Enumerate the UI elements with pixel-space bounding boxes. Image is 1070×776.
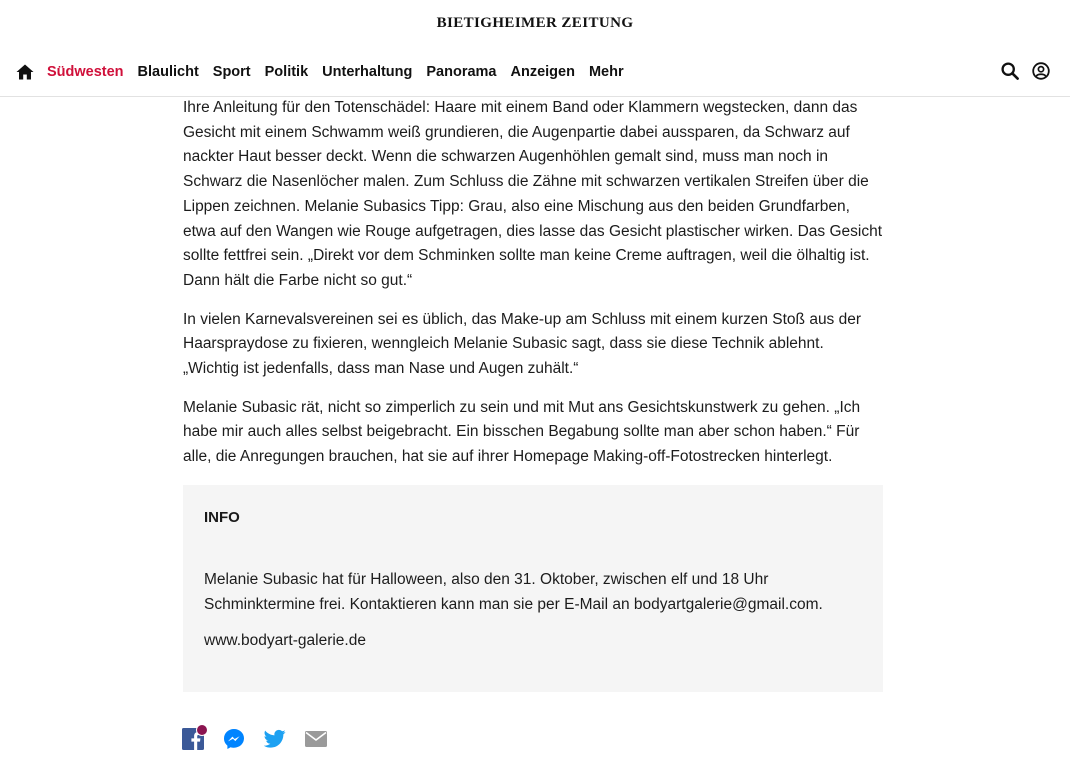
- share-bar: [181, 727, 345, 751]
- info-box: [183, 485, 883, 692]
- twitter-icon[interactable]: [263, 727, 287, 751]
- site-logo[interactable]: BIETIGHEIMER ZEITUNG: [436, 15, 634, 31]
- info-website-link[interactable]: www.bodyart-galerie.de: [204, 632, 366, 649]
- nav-item-anzeigen[interactable]: Anzeigen: [510, 64, 575, 80]
- home-icon[interactable]: [16, 63, 34, 81]
- nav-item-mehr[interactable]: Mehr: [588, 64, 624, 80]
- article-paragraph: Melanie Subasic rät, nicht so zimperlich zu sein und mit Mut ans Gesichtskunstwerk zu gehen. „Ich habe mir auch alles selbst beigebracht. Ein bisschen Begabung sollte man aber schon haben.“ Für alle, die Anregungen brauchen, hat sie auf ihrer Homepage Making-off-Fotostrecken hinterlegt.: [183, 398, 861, 466]
- messenger-icon[interactable]: [222, 727, 246, 751]
- facebook-icon[interactable]: [181, 727, 205, 751]
- article-paragraph: Ihre Anleitung für den Totenschädel: Haare mit einem Band oder Klammern wegstecken, dann das Gesicht mit einem Schwamm weiß grundieren, die Augenpartie dabei aussparen, da Schwarz auf nackter Haut besser deckt. Wenn die schwarzen Augenhöhlen gemalt sind, muss man noch in Schwarz die Nasenlöcher malen. Zum Schluss die Zähne mit schwarzen vertikalen Streifen über die Lippen zeichnen. Melanie Subasics Tipp: Grau, also eine Mischung aus den beiden Grundfarben, etwa auf den Wangen wie Rouge aufgetragen, dies lasse das Gesicht plastischer wirken. Das Gesicht sollte fettfrei sein. „Direkt vor dem Schminken sollte man keine Creme auftragen, weil die ölhaltig ist. Dann hält die Farbe nicht so gut.“: [183, 99, 883, 289]
- main-nav: [16, 61, 638, 83]
- nav-item-sport[interactable]: Sport: [212, 64, 251, 80]
- article-paragraph: In vielen Karnevalsvereinen sei es üblich, das Make-up am Schluss mit einem kurzen Stoß aus der Haarspraydose zu fixieren, wenngleich Melanie Subasic sagt, dass sie diese Technik ablehnt. „Wichtig ist jedenfalls, dass man Nase und Augen zuhält.“: [183, 310, 862, 378]
- email-icon[interactable]: [304, 727, 328, 751]
- nav-item-unterhaltung[interactable]: Unterhaltung: [322, 64, 413, 80]
- nav-item-suedwesten[interactable]: Südwesten: [47, 64, 124, 80]
- user-icon[interactable]: [1031, 61, 1051, 81]
- info-text: Melanie Subasic hat für Halloween, also den 31. Oktober, zwischen elf und 18 Uhr Schminktermine frei. Kontaktieren kann man sie per E-Mail an bodyartgalerie@gmail.com.: [204, 571, 823, 613]
- nav-item-panorama[interactable]: Panorama: [426, 64, 497, 80]
- notification-badge: [196, 724, 208, 736]
- nav-item-blaulicht[interactable]: Blaulicht: [137, 64, 199, 80]
- info-title: INFO: [204, 509, 240, 526]
- search-icon[interactable]: [1000, 61, 1020, 81]
- header-tools: [1000, 61, 1051, 81]
- article-body: [183, 97, 883, 470]
- masthead: [0, 0, 1070, 97]
- nav-item-politik[interactable]: Politik: [264, 64, 309, 80]
